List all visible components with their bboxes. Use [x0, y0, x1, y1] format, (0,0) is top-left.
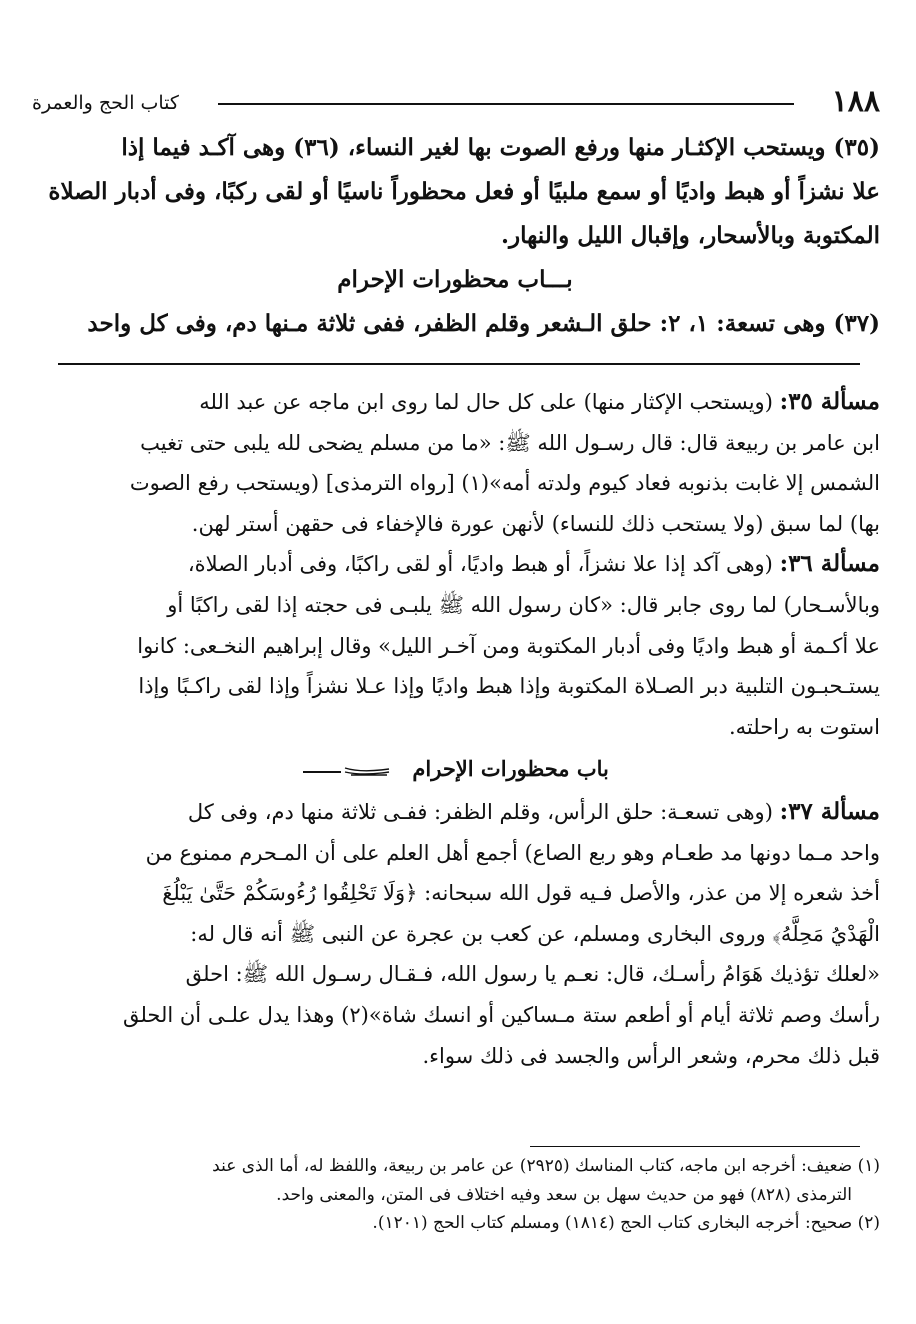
- masala-35-label: مسألة ٣٥:: [779, 388, 880, 415]
- commentary-line: أخذ شعره إلا من عذر، والأصل فـيه قول الله سبحانه: ﴿وَلَا تَحْلِقُوا رُءُوسَكُمْ حَتَّىٰ يَبْلُغَ: [162, 881, 880, 906]
- commentary-line: يستـحبـون التلبية دبر الصـلاة المكتوبة وإذا هبط واديًا وإذا عـلا نشزاً وإذا لقى راكـبًا وإذا: [138, 674, 880, 699]
- section-subheading: باب محظورات الإحرام: [30, 749, 880, 790]
- page-header: [32, 82, 880, 122]
- header-rule: [218, 103, 794, 105]
- book-title: كتاب الحج والعمرة: [32, 92, 179, 114]
- section-divider: [58, 363, 860, 365]
- commentary-line: الْهَدْيُ مَحِلَّهُ﴾ وروى البخارى ومسلم، عن كعب بن عجرة عن النبى ﷺ أنه قال له:: [190, 921, 880, 946]
- matn-line: (٣٥) ويستحب الإكثـار منها ورفع الصوت بها لغير النساء، (٣٦) وهى آكـد فيما إذا: [121, 134, 880, 161]
- commentary-line: الشمس إلا غابت بذنوبه فعاد كيوم ولدته أمه»(١) [رواه الترمذى] (ويستحب رفع الصوت: [129, 471, 880, 496]
- masala-36-line: مسألة ٣٦: (وهى آكد إذا علا نشزاً، أو هبط واديًا، أو لقى راكبًا، وفى أدبار الصلاة،: [187, 550, 880, 578]
- commentary-line: ابن عامر بن ربيعة قال: قال رسـول الله ﷺ: «ما من مسلم يضحى لله يلبى حتى تغيب: [140, 430, 880, 455]
- footnote-1-line: الترمذى (٨٢٨) فهو من حديث سهل بن سعد وفيه اختلاف فى المتن، والمعنى واحد.: [276, 1184, 852, 1205]
- commentary-line: وبالأسـحار) لما روى جابر قال: «كان رسول الله ﷺ يلبـى فى حجته إذا لقى راكبًا أو: [167, 592, 880, 617]
- masala-36-label: مسألة ٣٦:: [779, 550, 880, 578]
- commentary-line: «لعلك تؤذيك هَوَامُ رأسـك، قال: نعـم يا رسول الله، فـقـال رسـول الله ﷺ: احلق: [185, 962, 880, 987]
- matn-text: [30, 126, 880, 346]
- commentary-line: بها) لما سبق (ولا يستحب ذلك للنساء) لأنهن عورة فالإخفاء فى حقهن أستر لهن.: [191, 511, 880, 536]
- matn-line: (٣٧) وهى تسعة: ١، ٢: حلق الـشعر وقلم الظفر، ففى ثلاثة مـنها دم، وفى كل واحد: [87, 310, 880, 337]
- matn-line: علا نشزاً أو هبط واديًا أو سمع ملبيًا أو فعل محظوراً ناسيًا أو لقى ركبًا، وفى أدبار الصلاة: [48, 178, 880, 205]
- commentary-line: علا أكـمة أو هبط واديًا وفى أدبار المكتوبة ومن آخـر الليل» وقال إبراهيم النخـعى: كانوا: [137, 633, 880, 658]
- footnotes: [30, 1152, 880, 1238]
- ornament-flourish-icon: [301, 765, 391, 777]
- page-number: ١٨٨: [831, 84, 880, 119]
- commentary-text: [30, 382, 880, 1076]
- commentary-line: واحد مـما دونها مد طعـام وهو ربع الصاع) أجمع أهل العلم على أن المـحرم ممنوع من: [145, 840, 880, 865]
- commentary-line: استوت به راحلته.: [728, 714, 880, 739]
- footnote-1-line: (١) ضعيف: أخرجه ابن ماجه، كتاب المناسك (٢٩٢٥) عن عامر بن ربيعة، واللفظ له، أما الذى عند: [212, 1156, 880, 1176]
- masala-37-label: مسألة ٣٧:: [779, 797, 880, 825]
- masala-35-line: مسألة ٣٥: (ويستحب الإكثار منها) على كل حال لما روى ابن ماجه عن عبد الله: [199, 388, 880, 415]
- chapter-title: بـــاب محظورات الإحرام: [337, 266, 573, 293]
- commentary-line: رأسك وصم ثلاثة أيام أو أطعم ستة مـساكين أو انسك شاة»(٢) وهذا يدل علـى أن الحلق: [122, 1002, 880, 1027]
- commentary-line: قبل ذلك محرم، وشعر الرأس والجسد فى ذلك سواء.: [422, 1043, 880, 1068]
- footnote-2: (٢) صحيح: أخرجه البخارى كتاب الحج (١٨١٤) ومسلم كتاب الحج (١٢٠١).: [372, 1213, 880, 1233]
- footnote-divider: [530, 1146, 860, 1147]
- masala-37-line: مسألة ٣٧: (وهى تسعـة: حلق الرأس، وقلم الظفر: ففـى ثلاثة منها دم، وفى كل: [187, 797, 880, 825]
- matn-line: المكتوبة وبالأسحار، وإقبال الليل والنهار.: [501, 222, 880, 249]
